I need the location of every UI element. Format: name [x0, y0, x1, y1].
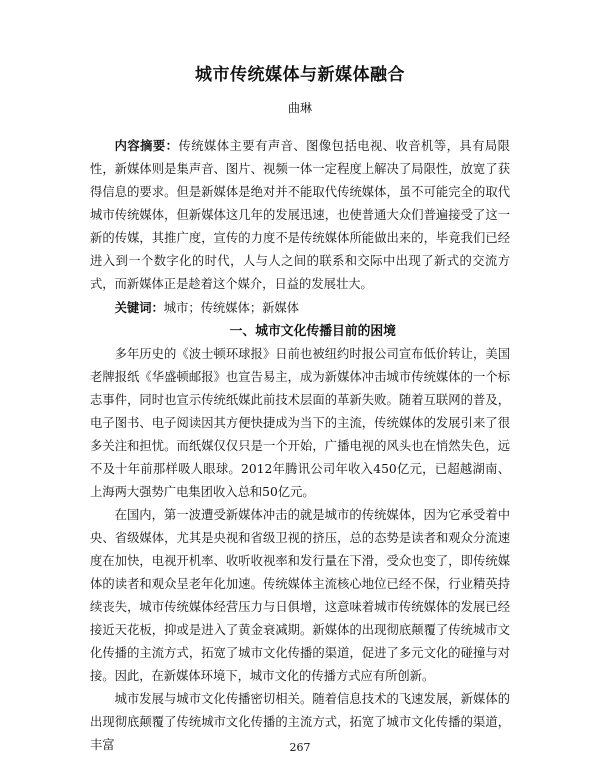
keywords-text: 城市；传统媒体；新媒体 [163, 301, 300, 315]
abstract-paragraph [90, 134, 510, 296]
author-name: 曲琳 [287, 101, 312, 115]
abstract-label: 内容摘要： [114, 138, 179, 153]
page-number: 267 [289, 741, 311, 754]
body-paragraph: 在国内，第一波遭受新媒体冲击的就是城市的传统媒体，因为它承受着中央、省级媒体，尤其是央视和省级卫视的挤压，总的态势是读者和观众分流速度在加快，电视开机率、收听收视率和发行量在下滑，受众也变了，即传统媒体的读者和观众呈老年化加速。传统媒体主流核心地位已经不保，行业精英持续丧失，城市传统媒体经营压力与日俱增，这意味着城市传统媒体的发展已经接近天花板，抑或是进入了黄金衰减期。新媒体的出现彻底颠覆了传统城市文化传播的主流方式，拓宽了城市文化传播的渠道，促进了多元文化的碰撞与对接。因此，在新媒体环境下，城市文化的传播方式应有所创新。 [90, 508, 510, 683]
body-paragraph: 多年历史的《波士顿环球报》日前也被纽约时报公司宣布低价转让，美国老牌报纸《华盛顿邮报》也宣告易主，成为新媒体冲击城市传统媒体的一个标志事件，同时也宣示传统纸媒此前技术层面的革新失败。随着互联网的普及，电子图书、电子阅读因其方便快捷成为当下的主流，传统媒体的发展引来了很多关注和担忧。而纸媒仅仅只是一个开始，广播电视的风头也在悄然失色，远不及十年前那样吸人眼球。2012年腾讯公司年收入450亿元，已超越湖南、上海两大强势广电集团收入总和50亿元。 [90, 347, 510, 499]
paper-title: 城市传统媒体与新媒体融合 [195, 65, 405, 85]
paper-body [90, 134, 510, 757]
section-heading: 一、城市文化传播目前的困境 [229, 324, 396, 339]
abstract-text: 传统媒体主要有声音、图像包括电视、收音机等，具有局限性，新媒体则是集声音、图片、视频一体一定程度上解决了局限性，放宽了获得信息的要求。但是新媒体是绝对并不能取代传统媒体，虽不可能完全的取代城市传统媒体，但新媒体这几年的发展迅速，也使普通大众们普遍接受了这一新的传媒，其推广度，宣传的力度不是传统媒体所能做出来的，毕竟我们已经进入到一个数字化的时代，人与人之间的联系和交际中出现了新式的交流方式，而新媒体正是趁着这个媒介，日益的发展壮大。 [90, 139, 510, 291]
keywords-paragraph [90, 296, 510, 320]
body-paragraph: 城市发展与城市文化传播密切相关。随着信息技术的飞速发展，新媒体的出现彻底颠覆了传统城市文化传播的主流方式，拓宽了城市文化传播的渠道，丰富 [90, 692, 510, 752]
keywords-label: 关键词： [114, 300, 164, 315]
